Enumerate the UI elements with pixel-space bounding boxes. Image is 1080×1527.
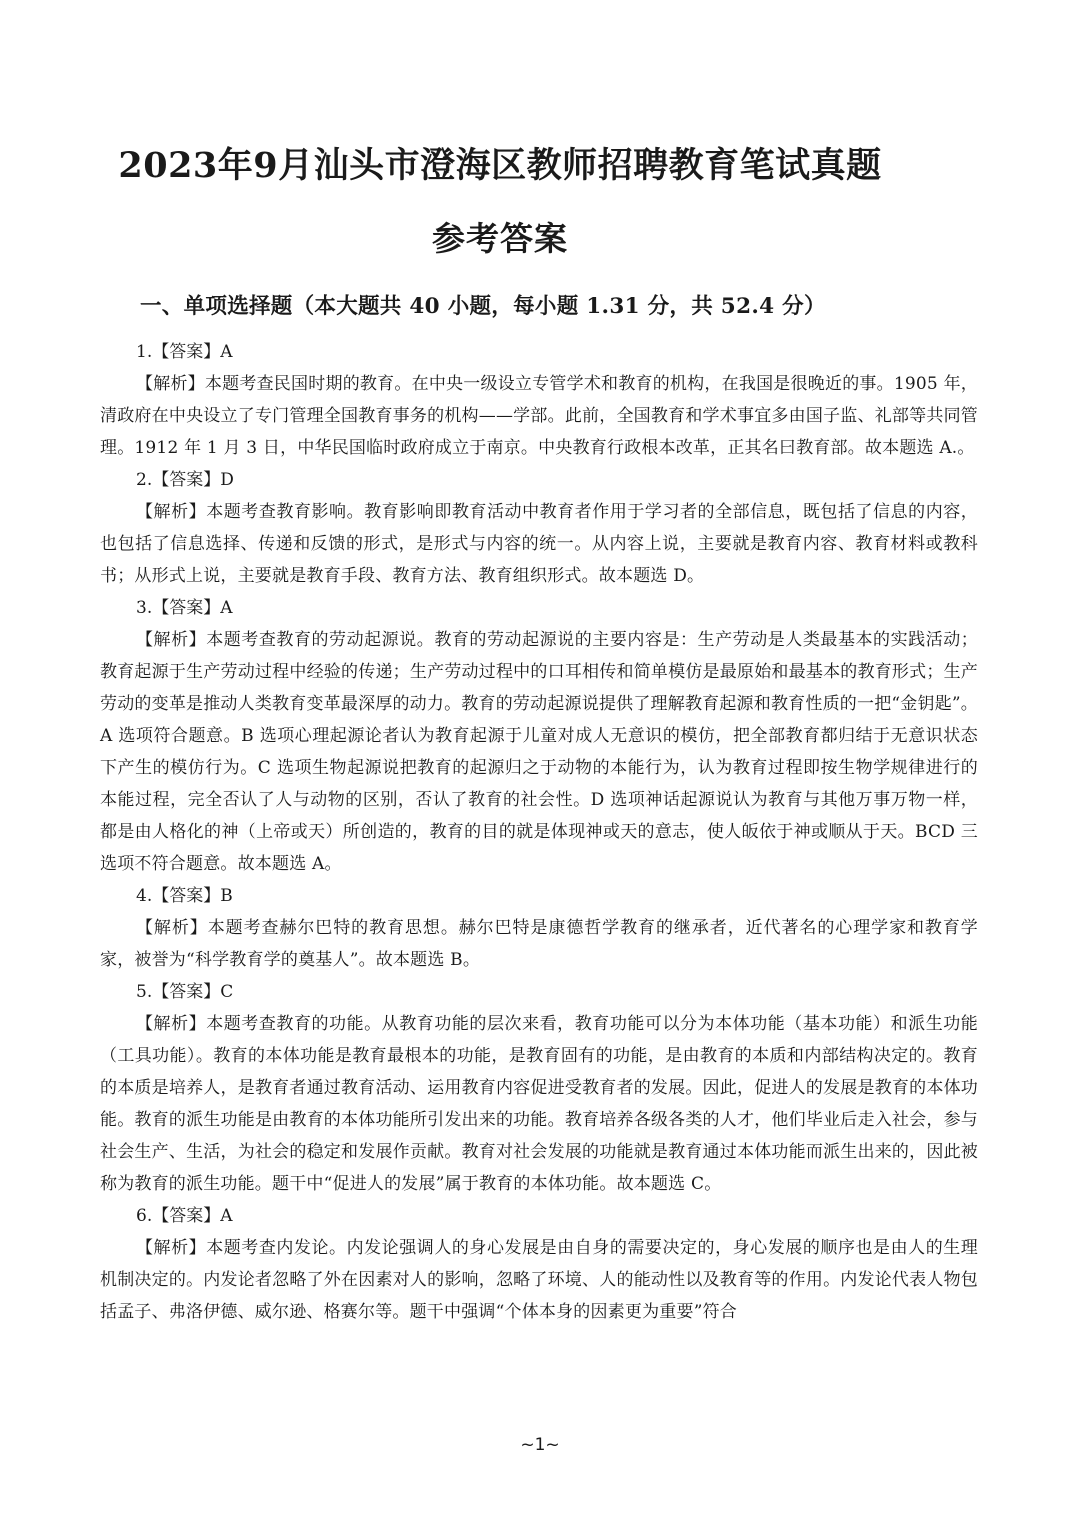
page-number: ~1~	[520, 1435, 560, 1455]
section-heading: 一、单项选择题（本大题共 40 小题，每小题 1.31 分，共 52.4 分）	[140, 294, 826, 319]
question-item	[100, 592, 978, 880]
document-title: 2023年9月汕头市澄海区教师招聘教育笔试真题	[118, 145, 882, 186]
question-item	[100, 1200, 978, 1328]
answer-line: 2.【答案】D	[136, 470, 234, 490]
answer-list	[100, 336, 978, 1328]
analysis-paragraph: 【解析】本题考查民国时期的教育。在中央一级设立专管学术和教育的机构，在我国是很晚近的事。1905 年，清政府在中央设立了专门管理全国教育事务的机构——学部。此前，全国教育和学术事宜多由国子监、礼部等共同管理。1912 年 1 月 3 日，中华民国临时政府成立于南京。中央教育行政根本改革，正其名曰教育部。故本题选 A.。	[100, 374, 978, 458]
answer-line: 6.【答案】A	[136, 1206, 233, 1226]
question-item	[100, 336, 978, 464]
analysis-paragraph: 【解析】本题考查教育的劳动起源说。教育的劳动起源说的主要内容是：生产劳动是人类最基本的实践活动；教育起源于生产劳动过程中经验的传递；生产劳动过程中的口耳相传和简单模仿是最原始和最基本的教育形式；生产劳动的变革是推动人类教育变革最深厚的动力。教育的劳动起源说提供了理解教育起源和教育性质的一把“金钥匙”。A 选项符合题意。B 选项心理起源论者认为教育起源于儿童对成人无意识的模仿，把全部教育都归结于无意识状态下产生的模仿行为。C 选项生物起源说把教育的起源归之于动物的本能行为，认为教育过程即按生物学规律进行的本能过程，完全否认了人与动物的区别，否认了教育的社会性。D 选项神话起源说认为教育与其他万事万物一样，都是由人格化的神（上帝或天）所创造的，教育的目的就是体现神或天的意志，使人皈依于神或顺从于天。BCD 三选项不符合题意。故本题选 A。	[100, 630, 978, 874]
question-item	[100, 976, 978, 1200]
answer-line: 3.【答案】A	[136, 598, 233, 618]
question-item	[100, 880, 978, 976]
document-subtitle: 参考答案	[432, 219, 568, 258]
analysis-paragraph: 【解析】本题考查内发论。内发论强调人的身心发展是由自身的需要决定的，身心发展的顺序也是由人的生理机制决定的。内发论者忽略了外在因素对人的影响，忽略了环境、人的能动性以及教育等的作用。内发论代表人物包括孟子、弗洛伊德、威尔逊、格赛尔等。题干中强调“个体本身的因素更为重要”符合	[100, 1238, 978, 1322]
answer-line: 4.【答案】B	[136, 886, 233, 906]
answer-line: 5.【答案】C	[136, 982, 234, 1002]
analysis-paragraph: 【解析】本题考查赫尔巴特的教育思想。赫尔巴特是康德哲学教育的继承者，近代著名的心理学家和教育学家，被誉为“科学教育学的奠基人”。故本题选 B。	[100, 918, 978, 970]
analysis-paragraph: 【解析】本题考查教育的功能。从教育功能的层次来看，教育功能可以分为本体功能（基本功能）和派生功能（工具功能）。教育的本体功能是教育最根本的功能，是教育固有的功能，是由教育的本质和内部结构决定的。教育的本质是培养人，是教育者通过教育活动、运用教育内容促进受教育者的发展。因此，促进人的发展是教育的本体功能。教育的派生功能是由教育的本体功能所引发出来的功能。教育培养各级各类的人才，他们毕业后走入社会，参与社会生产、生活，为社会的稳定和发展作贡献。教育对社会发展的功能就是教育通过本体功能而派生出来的，因此被称为教育的派生功能。题干中“促进人的发展”属于教育的本体功能。故本题选 C。	[100, 1014, 978, 1194]
answer-line: 1.【答案】A	[136, 342, 233, 362]
question-item	[100, 464, 978, 592]
analysis-paragraph: 【解析】本题考查教育影响。教育影响即教育活动中教育者作用于学习者的全部信息，既包括了信息的内容，也包括了信息选择、传递和反馈的形式，是形式与内容的统一。从内容上说，主要就是教育内容、教育材料或教科书；从形式上说，主要就是教育手段、教育方法、教育组织形式。故本题选 D。	[100, 502, 978, 586]
